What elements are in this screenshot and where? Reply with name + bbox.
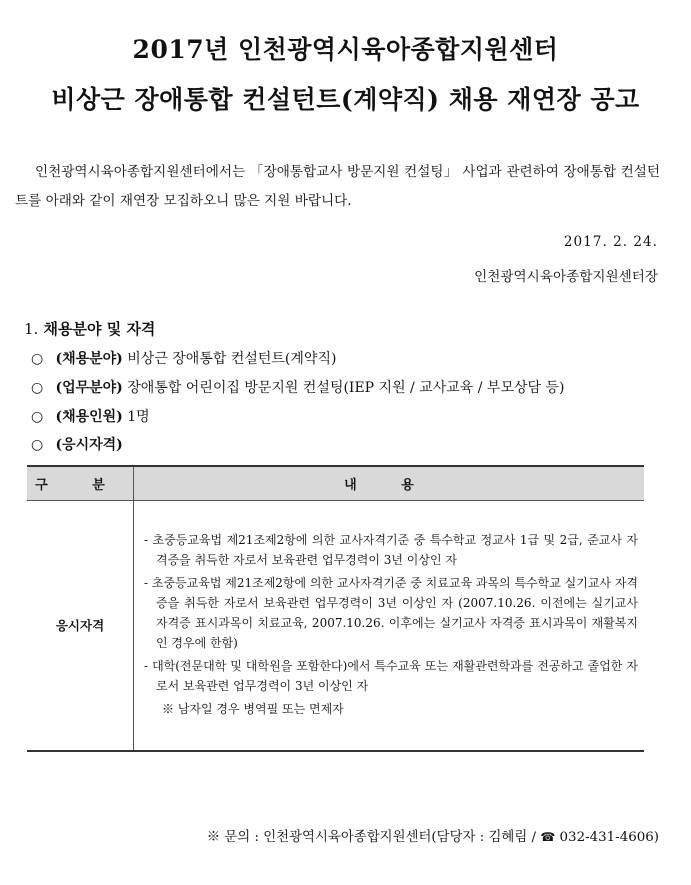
circle-bullet-icon: ○ [31,380,44,396]
qualification-bullet: - 초중등교육법 제21조제2항에 의한 교사자격기준 중 특수학교 정교사 1급 및 2급, 준교사 자격증을 취득한 자로서 보육관련 업무경력이 3년 이상인 자 [144,532,638,567]
military-note: ※ 남자일 경우 병역필 또는 면제자 [162,701,344,716]
section-heading [24,318,155,339]
section-number: 1. [24,320,39,338]
contact-prefix: ※ 문의 : 인천광역시육아종합지원센터(담당자 : 김혜림 / [206,830,537,845]
intro-paragraph: 인천광역시육아종합지원센터에서는 「장애통합교사 방문지원 컨설팅」 사업과 관련하여 장애통합 컨설턴트를 아래와 같이 재연장 모집하오니 많은 지원 바랍니다. [15,164,660,209]
title-line-1: 2017년 인천광역시육아종합지원센터 [132,35,559,64]
item-value: 비상근 장애통합 컨설턴트(계약직) [127,351,337,367]
circle-bullet-icon: ○ [31,409,44,425]
qualification-table [27,465,644,752]
table-header-row [27,466,644,501]
list-item-duties [31,377,564,397]
column-header-content: 내 용 [134,466,645,501]
table-row [27,501,644,751]
circle-bullet-icon: ○ [31,351,44,367]
item-label: (채용분야) [55,351,123,367]
row-label: 응시자격 [27,501,134,751]
item-value: 1명 [127,409,150,425]
telephone-icon: ☎ [540,830,556,844]
list-item-field [31,348,336,368]
title-line-2: 비상근 장애통합 컨설턴트(계약직) 채용 재연장 공고 [51,85,640,114]
item-label: (업무분야) [55,380,123,396]
section-title: 채용분야 및 자격 [43,320,156,338]
contact-phone: 032-431-4606) [559,830,659,845]
item-label: (채용인원) [55,409,123,425]
issuer: 인천광역시육아종합지원센터장 [474,269,658,285]
item-label: (응시자격) [55,437,123,453]
row-content [134,501,645,751]
item-value: 장애통합 어린이집 방문지원 컨설팅(IEP 지원 / 교사교육 / 부모상담 등) [127,380,565,396]
qualification-bullet: - 초중등교육법 제21조제2항에 의한 교사자격기준 중 치료교육 과목의 특수학교 실기교사 자격증을 취득한 자로서 보육관련 업무경력이 3년 이상인 자 (2007.10.26. 이전에는 실기교사 자격증 표시과목이 치료교육, 2007.10.26. 이후에는 실기교사 자격증 표시과목이 재활복지인 경우에 한함) [144,575,639,650]
list-item-qualification [31,434,123,454]
circle-bullet-icon: ○ [31,437,44,453]
list-item-headcount [31,406,150,426]
qualification-bullet: - 대학(전문대학 및 대학원을 포함한다)에서 특수교육 또는 재활관련학과를 전공하고 졸업한 자로서 보육관련 업무경력이 3년 이상인 자 [144,658,638,693]
column-header-category: 구 분 [27,466,134,501]
announcement-date: 2017. 2. 24. [563,234,658,250]
contact-info [207,826,659,845]
